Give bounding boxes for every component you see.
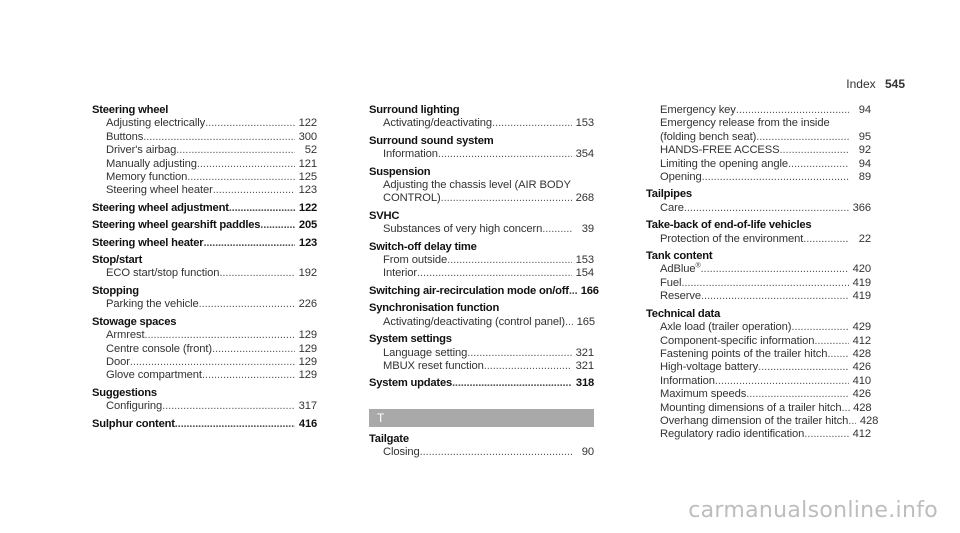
sub-entry[interactable] (646, 402, 871, 415)
sub-entry[interactable] (369, 117, 594, 130)
entry-text: Steering wheel gearshift paddles (92, 219, 261, 232)
sub-entry[interactable] (646, 335, 871, 348)
sub-entry[interactable] (92, 184, 317, 197)
page-ref: 300 (298, 130, 317, 143)
page-ref: 129 (298, 369, 317, 382)
sub-entry[interactable] (369, 347, 594, 360)
entry-text: From outside (383, 254, 448, 267)
page-ref: 419 (852, 276, 871, 289)
index-entry (92, 202, 317, 215)
index-entry (369, 302, 594, 329)
sub-entry[interactable] (646, 348, 871, 361)
dot-leader (715, 375, 849, 388)
sub-entry[interactable] (92, 298, 317, 311)
page-ref: 412 (852, 428, 871, 441)
page-ref: 416 (298, 417, 317, 430)
dot-leader (187, 171, 295, 184)
dot-leader (162, 400, 295, 413)
dot-leader (130, 356, 295, 369)
index-heading: Take-back of end-of-life vehicles (646, 219, 812, 232)
entry-text: Information (660, 374, 715, 387)
superscript: ® (695, 262, 701, 270)
dot-leader (565, 316, 573, 329)
index-heading: System settings (369, 333, 452, 346)
dot-leader (484, 360, 572, 373)
page-ref: 317 (298, 400, 317, 413)
index-entry (369, 433, 594, 460)
index-entry (369, 241, 594, 281)
index-heading: Suggestions (92, 386, 157, 399)
dot-leader (219, 267, 295, 280)
index-entry (369, 166, 594, 206)
entry-text: Fastening points of the trailer hitch (660, 347, 828, 360)
sub-entry[interactable] (646, 171, 871, 184)
index-entry (646, 307, 879, 442)
entry-text: Configuring (106, 400, 163, 413)
entry-text: Opening (660, 171, 702, 184)
sub-entry[interactable] (646, 321, 871, 334)
dot-leader (681, 277, 849, 290)
page-ref: 428 (853, 401, 872, 414)
page-ref: 321 (575, 346, 594, 359)
sub-entry[interactable] (369, 223, 594, 236)
page-ref: 420 (852, 263, 871, 276)
index-entry (646, 104, 871, 184)
index-heading: Tailgate (369, 432, 409, 445)
entry-text: High-voltage battery (660, 361, 759, 374)
dot-leader (758, 361, 849, 374)
entry-text: Protection of the environment (660, 232, 804, 245)
dot-leader (848, 415, 856, 428)
dot-leader (804, 428, 849, 441)
page-ref: 426 (852, 361, 871, 374)
sub-entry[interactable] (92, 144, 317, 157)
dot-leader (205, 117, 295, 130)
index-entry (369, 377, 594, 390)
page-ref: 226 (298, 298, 317, 311)
page-ref: 429 (852, 321, 871, 334)
dot-leader (791, 321, 849, 334)
entry-text: Buttons (106, 130, 144, 143)
entry-text: AdBlue® (660, 262, 701, 276)
dot-leader (176, 144, 295, 157)
entry-text: Regulatory radio identification (660, 428, 805, 441)
index-column-1 (92, 104, 317, 435)
page-header (846, 77, 905, 91)
page-ref: 129 (298, 329, 317, 342)
dot-leader (814, 335, 849, 348)
entry-text: CONTROL) (383, 192, 441, 205)
sub-entry[interactable] (92, 171, 317, 184)
page-ref: 426 (852, 388, 871, 401)
index-heading: Tank content (646, 250, 713, 263)
entry-text: Driver's airbag (106, 144, 177, 157)
page-ref: 123 (298, 236, 317, 249)
entry-text: Care (660, 201, 684, 214)
entry-text: Closing (383, 446, 420, 459)
dot-leader (441, 192, 572, 205)
dot-leader (447, 254, 572, 267)
page-number: 545 (884, 77, 905, 91)
page-ref: 419 (852, 290, 871, 303)
index-heading: Surround sound system (369, 134, 494, 147)
entry-text: Overhang dimension of the trailer hitch (660, 414, 849, 427)
entry-text: Door (106, 355, 130, 368)
entry-text: Mounting dimensions of a trailer hitch (660, 401, 842, 414)
entry-text: Adjusting electrically (106, 117, 206, 130)
dot-leader (202, 369, 295, 382)
entry-text: Centre console (front) (106, 342, 212, 355)
index-entry (646, 219, 871, 246)
page-ref: 154 (575, 267, 594, 280)
sub-entry[interactable] (646, 202, 871, 215)
index-column-2 (369, 104, 599, 464)
entry-text: Switching air-recirculation mode on/off (369, 284, 569, 297)
dot-leader (199, 298, 295, 311)
dot-leader (438, 148, 572, 161)
index-heading[interactable] (92, 202, 317, 215)
dot-leader (542, 223, 572, 236)
sub-entry[interactable] (369, 316, 594, 329)
entry-text: Maximum speeds (660, 388, 747, 401)
dot-leader (756, 131, 849, 144)
sub-entry[interactable] (92, 356, 317, 369)
sub-entry-text: Adjusting the chassis level (AIR BODY (383, 179, 571, 192)
dot-leader (229, 202, 295, 215)
sub-entry[interactable] (369, 360, 594, 373)
sub-entry[interactable] (646, 375, 871, 388)
section-letter-bar: T (369, 409, 594, 427)
index-entry (92, 219, 317, 232)
sub-entry[interactable] (646, 290, 871, 303)
index-entry (369, 104, 594, 131)
dot-leader (213, 184, 295, 197)
index-heading: Stowage spaces (92, 315, 177, 328)
entry-text: Manually adjusting (106, 157, 197, 170)
sub-entry[interactable] (646, 158, 871, 171)
sub-entry[interactable] (369, 446, 594, 459)
sub-entry[interactable] (369, 148, 594, 161)
dot-leader (203, 237, 295, 250)
watermark: carmanualsonline.info (688, 498, 938, 523)
entry-text: Steering wheel heater (92, 236, 204, 249)
sub-entry[interactable] (92, 158, 317, 171)
dot-leader (144, 329, 295, 342)
page-ref: 321 (575, 359, 594, 372)
dot-leader (569, 285, 577, 298)
index-entry (92, 237, 317, 250)
index-entry (92, 285, 317, 312)
dot-leader (212, 343, 295, 356)
page-ref: 39 (581, 223, 594, 236)
header-label: Index (846, 77, 876, 91)
entry-text: Fuel (660, 276, 682, 289)
entry-text: Component-specific information (660, 334, 815, 347)
page-ref: 94 (858, 104, 871, 116)
entry-text: Interior (383, 267, 418, 280)
sub-entry[interactable] (92, 131, 317, 144)
page-ref: 268 (575, 192, 594, 205)
sub-entry[interactable] (646, 233, 871, 246)
page-ref: 318 (575, 377, 594, 390)
page-ref: 366 (852, 201, 871, 214)
index-entry (92, 387, 317, 414)
index-heading: Surround lighting (369, 104, 460, 116)
page-ref: 123 (298, 184, 317, 197)
sub-entry[interactable] (92, 267, 317, 280)
dot-leader (143, 131, 295, 144)
dot-leader (175, 418, 295, 431)
page-ref: 192 (298, 267, 317, 280)
dot-leader (702, 171, 849, 184)
dot-leader (788, 158, 849, 171)
entry-text: HANDS-FREE ACCESS (660, 144, 780, 157)
index-entry (92, 254, 317, 281)
dot-leader (746, 388, 849, 401)
entry-text: Parking the vehicle (106, 298, 199, 311)
sub-entry[interactable] (646, 361, 871, 374)
index-heading: Technical data (646, 307, 721, 320)
entry-text: Steering wheel adjustment (92, 201, 229, 214)
dot-leader (197, 158, 295, 171)
dot-leader (842, 402, 850, 415)
index-entry (92, 418, 317, 431)
sub-entry[interactable] (646, 428, 871, 441)
dot-leader (827, 348, 849, 361)
index-entry (92, 104, 317, 198)
dot-leader (260, 219, 295, 232)
dot-leader (417, 267, 572, 280)
sub-entry[interactable] (92, 343, 317, 356)
entry-text: Language setting (383, 346, 468, 359)
page-ref: 428 (859, 414, 879, 427)
page-ref: 153 (575, 117, 594, 130)
index-entry (646, 250, 871, 304)
page-ref: 122 (298, 201, 317, 214)
index-entry (369, 210, 594, 237)
sub-entry-text: Emergency release from the inside (660, 117, 830, 130)
entry-text: Sulphur content (92, 417, 175, 430)
page-ref: 412 (852, 334, 871, 347)
sub-entry[interactable] (646, 388, 871, 401)
entry-text: Axle load (trailer operation) (660, 321, 792, 334)
page-ref: 121 (298, 157, 317, 170)
dot-leader (684, 202, 849, 215)
page-ref: 92 (858, 144, 871, 157)
sub-entry[interactable] (646, 263, 871, 276)
index-heading: Stopping (92, 284, 139, 297)
entry-text: Armrest (106, 329, 145, 342)
index-heading[interactable] (92, 219, 317, 232)
index-heading: Switch-off delay time (369, 240, 477, 253)
dot-leader (803, 233, 849, 246)
index-heading[interactable] (369, 284, 599, 298)
page-ref: 165 (576, 315, 596, 328)
dot-leader (467, 347, 572, 360)
dot-leader (736, 104, 849, 117)
index-entry (369, 333, 594, 373)
sub-entry[interactable] (646, 144, 871, 157)
page-ref: 22 (858, 232, 871, 245)
page-ref: 410 (852, 374, 871, 387)
sub-entry[interactable] (92, 400, 317, 413)
index-entry (92, 316, 317, 383)
dot-leader (701, 290, 849, 303)
index-heading: SVHC (369, 209, 400, 222)
index-heading[interactable] (92, 418, 317, 431)
page-ref: 205 (298, 219, 317, 232)
page-ref: 122 (298, 117, 317, 130)
sub-entry[interactable] (92, 369, 317, 382)
entry-text: (folding bench seat) (660, 130, 757, 143)
sub-entry[interactable] (369, 254, 594, 267)
index-heading: Suspension (369, 165, 431, 178)
page-ref: 125 (298, 171, 317, 184)
page-ref: 354 (575, 148, 594, 161)
index-entry (369, 135, 594, 162)
entry-text: Limiting the opening angle (660, 157, 789, 170)
dot-leader (492, 117, 572, 130)
page-ref: 90 (581, 446, 594, 459)
entry-text: System updates (369, 377, 453, 390)
entry-text: ECO start/stop function (106, 267, 220, 280)
page-ref: 95 (858, 130, 871, 143)
page-ref: 129 (298, 342, 317, 355)
page-ref: 129 (298, 355, 317, 368)
entry-text: Information (383, 148, 438, 161)
page-ref: 94 (858, 157, 871, 170)
page-ref: 89 (858, 171, 871, 184)
page-ref: 52 (304, 144, 317, 157)
index-column-3 (646, 104, 879, 446)
dot-leader (701, 263, 849, 276)
entry-text: Activating/deactivating (control panel) (383, 315, 566, 328)
index-entry (646, 188, 871, 215)
index-heading: Stop/start (92, 254, 143, 267)
index-heading: Tailpipes (646, 188, 692, 201)
dot-leader (420, 446, 572, 459)
entry-text: Glove compartment (106, 369, 202, 382)
entry-text: Memory function (106, 171, 188, 184)
sub-entry[interactable] (92, 117, 317, 130)
sub-entry[interactable] (646, 131, 871, 144)
dot-leader (452, 377, 572, 390)
sub-entry[interactable] (369, 267, 594, 280)
index-heading: Steering wheel (92, 104, 169, 116)
index-heading[interactable] (92, 237, 317, 250)
entry-text: Activating/deactivating (383, 117, 493, 130)
index-entry (369, 284, 599, 298)
sub-entry[interactable] (92, 329, 317, 342)
sub-entry[interactable] (646, 277, 871, 290)
sub-entry[interactable] (369, 192, 594, 205)
page-ref: 428 (852, 347, 871, 360)
entry-text: Emergency key (660, 104, 736, 116)
page-ref: 166 (580, 284, 599, 297)
page-ref: 153 (575, 254, 594, 267)
entry-text: Reserve (660, 290, 701, 303)
entry-text: Steering wheel heater (106, 184, 213, 197)
index-heading[interactable] (369, 377, 594, 390)
sub-entry[interactable] (646, 414, 879, 428)
dot-leader (780, 144, 849, 157)
sub-entry[interactable] (646, 104, 871, 117)
entry-text: MBUX reset function (383, 359, 484, 372)
entry-text: Substances of very high concern (383, 223, 543, 236)
index-heading: Synchronisation function (369, 302, 500, 315)
